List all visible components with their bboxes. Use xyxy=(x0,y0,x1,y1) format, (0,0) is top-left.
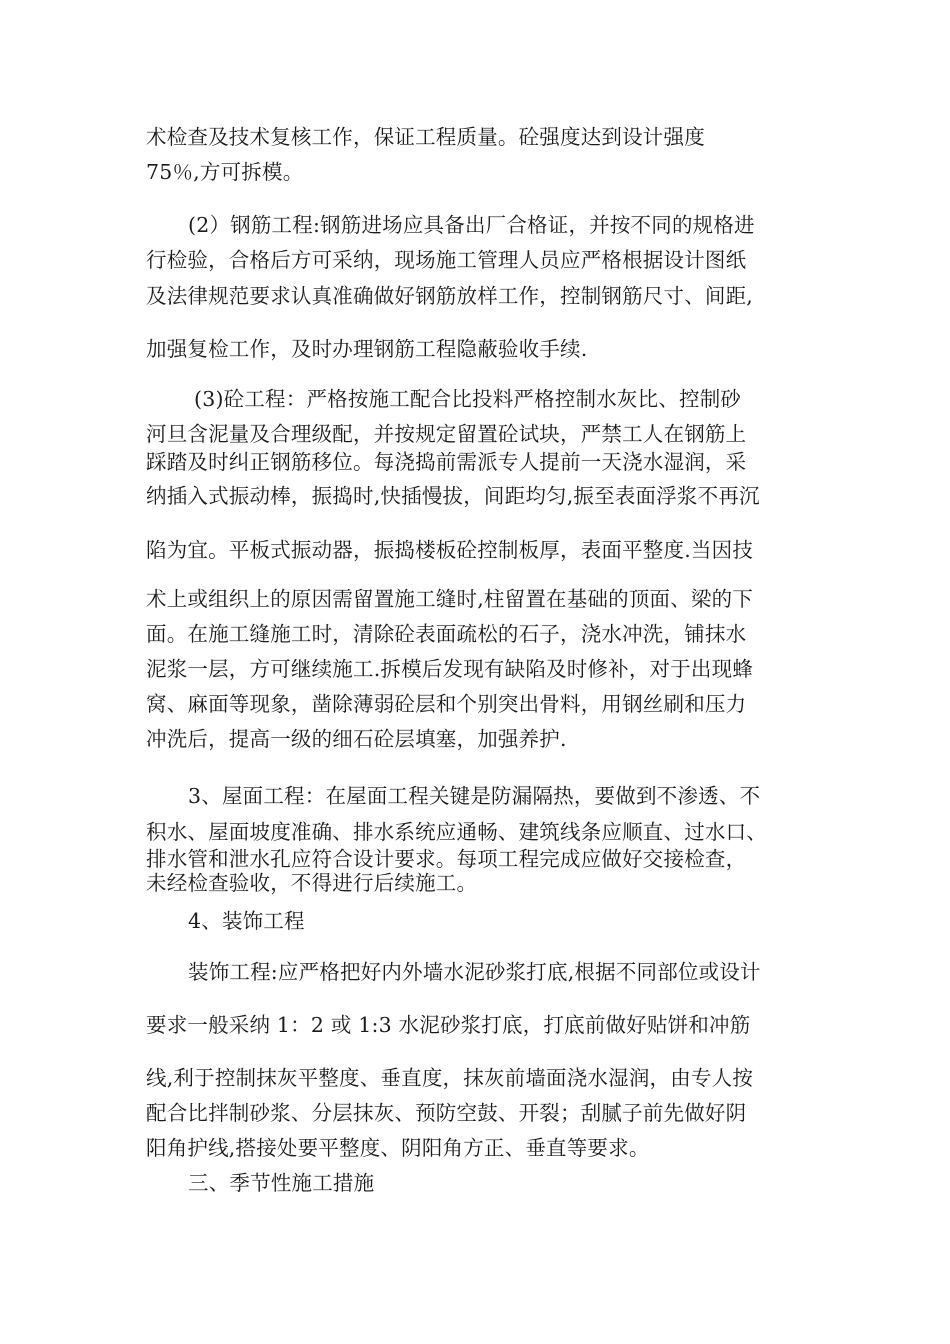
text-line: 术检查及技术复核工作，保证工程质量。砼强度达到设计强度 xyxy=(146,125,705,149)
text-line: 未经检查验收，不得进行后续施工。 xyxy=(146,871,478,895)
text-line: 阳角护线,搭接处要平整度、阴阳角方正、垂直等要求。 xyxy=(146,1136,650,1160)
text-line: 河旦含泥量及合理级配，并按规定留置砼试块，严禁工人在钢筋上 xyxy=(146,422,747,446)
text-line: 要求一般采纳 1：2 或 1:3 水泥砂浆打底，打底前做好贴饼和冲筋 xyxy=(146,1013,751,1037)
text-line: 术上或组织上的原因需留置施工缝时,柱留置在基础的顶面、梁的下 xyxy=(146,587,754,611)
text-line: 面。在施工缝施工时，清除砼表面疏松的石子，浇水冲洗，铺抹水 xyxy=(146,622,747,646)
text-line: 纳插入式振动棒，振捣时,快插慢拔，间距均匀,振至表面浮浆不再沉 xyxy=(146,484,760,508)
text-line: 陷为宜。平板式振动器，振捣楼板砼控制板厚，表面平整度.当因技 xyxy=(146,538,754,562)
text-line: 积水、屋面坡度准确、排水系统应通畅、建筑线条应顺直、过水口、 xyxy=(146,820,767,844)
paragraph-start-line: (3)砼工程：严格按施工配合比投料严格控制水灰比、控制砂 xyxy=(194,387,742,411)
text-line: 冲洗后，提高一级的细石砼层填塞，加强养护. xyxy=(146,727,567,751)
section-heading: 4、装饰工程 xyxy=(188,909,305,933)
text-line: 加强复检工作，及时办理钢筋工程隐蔽验收手续. xyxy=(146,337,588,361)
section-heading: 三、季节性施工措施 xyxy=(188,1171,375,1195)
text-line: 行检验，合格后方可采纳，现场施工管理人员应严格根据设计图纸 xyxy=(146,248,747,272)
text-line: 75％,方可拆模。 xyxy=(146,160,304,184)
paragraph-start-line: 3、屋面工程：在屋面工程关键是防漏隔热，要做到不渗透、不 xyxy=(188,784,761,808)
paragraph-start-line: (2）钢筋工程:钢筋进场应具备出厂合格证，并按不同的规格进 xyxy=(188,213,755,237)
paragraph-start-line: 装饰工程:应严格把好内外墙水泥砂浆打底,根据不同部位或设计 xyxy=(188,960,761,984)
text-line: 排水管和泄水孔应符合设计要求。每项工程完成应做好交接检查， xyxy=(146,847,747,871)
text-line: 泥浆一层，方可继续施工.拆模后发现有缺陷及时修补，对于出现蜂 xyxy=(146,657,754,681)
text-line: 线,利于控制抹灰平整度、垂直度，抹灰前墙面浇水湿润，由专人按 xyxy=(146,1066,754,1090)
text-line: 配合比拌制砂浆、分层抹灰、预防空鼓、开裂；刮腻子前先做好阴 xyxy=(146,1101,747,1125)
text-line: 窝、麻面等现象，凿除薄弱砼层和个别突出骨料，用钢丝刷和压力 xyxy=(146,692,747,716)
text-line: 及法律规范要求认真准确做好钢筋放样工作，控制钢筋尺寸、间距, xyxy=(146,284,754,308)
text-line: 踩踏及时纠正钢筋移位。每浇捣前需派专人提前一天浇水湿润，采 xyxy=(146,450,747,474)
